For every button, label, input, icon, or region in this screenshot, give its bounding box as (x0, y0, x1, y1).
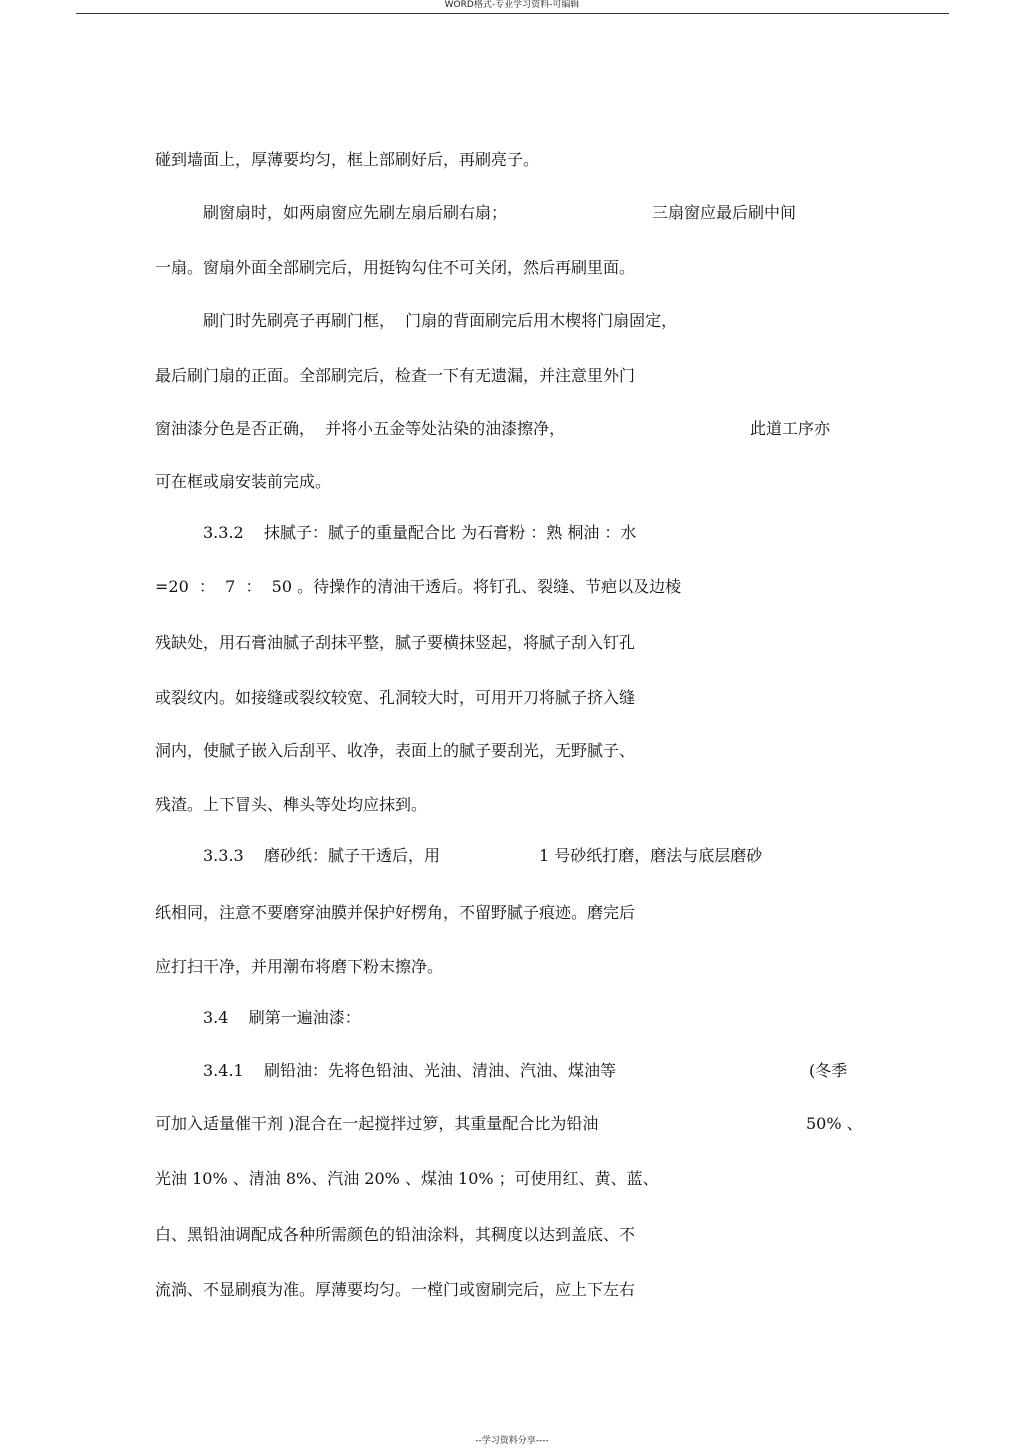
section-heading-3-3-2: 3.3.2 抹腻子：腻子的重量配合比 为石膏粉 ：熟 桐油 ：水 (203, 523, 637, 542)
paragraph-line: 刷门时先刷亮子再刷门框， 门扇的背面刷完后用木楔将门扇固定， (203, 311, 678, 330)
paragraph-line: 白、黑铅油调配成各种所需颜色的铅油涂料，其稠度以达到盖底、不 (155, 1225, 636, 1244)
paragraph-line: 应打扫干净，并用潮布将磨下粉末擦净。 (155, 957, 444, 976)
paragraph-line: 残渣。上下冒头、榫头等处均应抹到。 (155, 795, 428, 814)
paragraph-line: 窗油漆分色是否正确， 并将小五金等处沾染的油漆擦净， (155, 419, 566, 438)
page-header (0, 0, 1024, 14)
paragraph-line: 刷窗扇时，如两扇窗应先刷左扇后刷右扇； (203, 203, 508, 222)
paragraph-line: =20 ： 7 ： 50 。待操作的清油干透后。将钉孔、裂缝、节疤以及边棱 (155, 577, 682, 596)
paragraph-line-continued: 50% 、 (806, 1114, 863, 1133)
paragraph-line-continued: (冬季 (809, 1061, 848, 1080)
paragraph-line-continued: 此道工序亦 (750, 419, 831, 438)
paragraph-line-continued: 1 号砂纸打磨，磨法与底层磨砂 (539, 846, 763, 865)
paragraph-line: 残缺处，用石膏油腻子刮抹平整，腻子要横抹竖起，将腻子刮入钉孔 (155, 633, 636, 652)
header-rule (76, 13, 949, 14)
paragraph-line: 一扇。窗扇外面全部刷完后，用挺钩勾住不可关闭，然后再刷里面。 (155, 258, 636, 277)
paragraph-line: 纸相同，注意不要磨穿油膜并保护好楞角，不留野腻子痕迹。磨完后 (155, 903, 636, 922)
page-footer: --学习资料分享---- (475, 1436, 549, 1446)
paragraph-line: 可在框或扇安装前完成。 (155, 472, 332, 491)
paragraph-line: 可加入适量催干剂 )混合在一起搅拌过箩，其重量配合比为铅油 (155, 1114, 599, 1133)
section-heading-3-4: 3.4 刷第一遍油漆： (203, 1008, 361, 1027)
paragraph-line: 或裂纹内。如接缝或裂纹较宽、孔洞较大时，可用开刀将腻子挤入缝 (155, 688, 636, 707)
section-heading-3-4-1: 3.4.1 刷铅油：先将色铅油、光油、清油、汽油、煤油等 (203, 1061, 617, 1080)
paragraph-line: 光油 10% 、清油 8%、汽油 20% 、煤油 10% ；可使用红、黄、蓝、 (155, 1169, 659, 1188)
paragraph-line-continued: 三扇窗应最后刷中间 (652, 203, 797, 222)
section-heading-3-3-3: 3.3.3 磨砂纸：腻子干透后，用 (203, 846, 441, 865)
paragraph-line: 碰到墙面上，厚薄要均匀，框上部刷好后，再刷亮子。 (155, 150, 540, 169)
header-text: WORD格式-专业学习资料-可编辑 (444, 0, 580, 10)
paragraph-line: 最后刷门扇的正面。全部刷完后，检查一下有无遗漏，并注意里外门 (155, 366, 636, 385)
paragraph-line: 洞内，使腻子嵌入后刮平、收净，表面上的腻子要刮光，无野腻子、 (155, 741, 636, 760)
paragraph-line: 流淌、不显刷痕为准。厚薄要均匀。一樘门或窗刷完后，应上下左右 (155, 1280, 636, 1299)
